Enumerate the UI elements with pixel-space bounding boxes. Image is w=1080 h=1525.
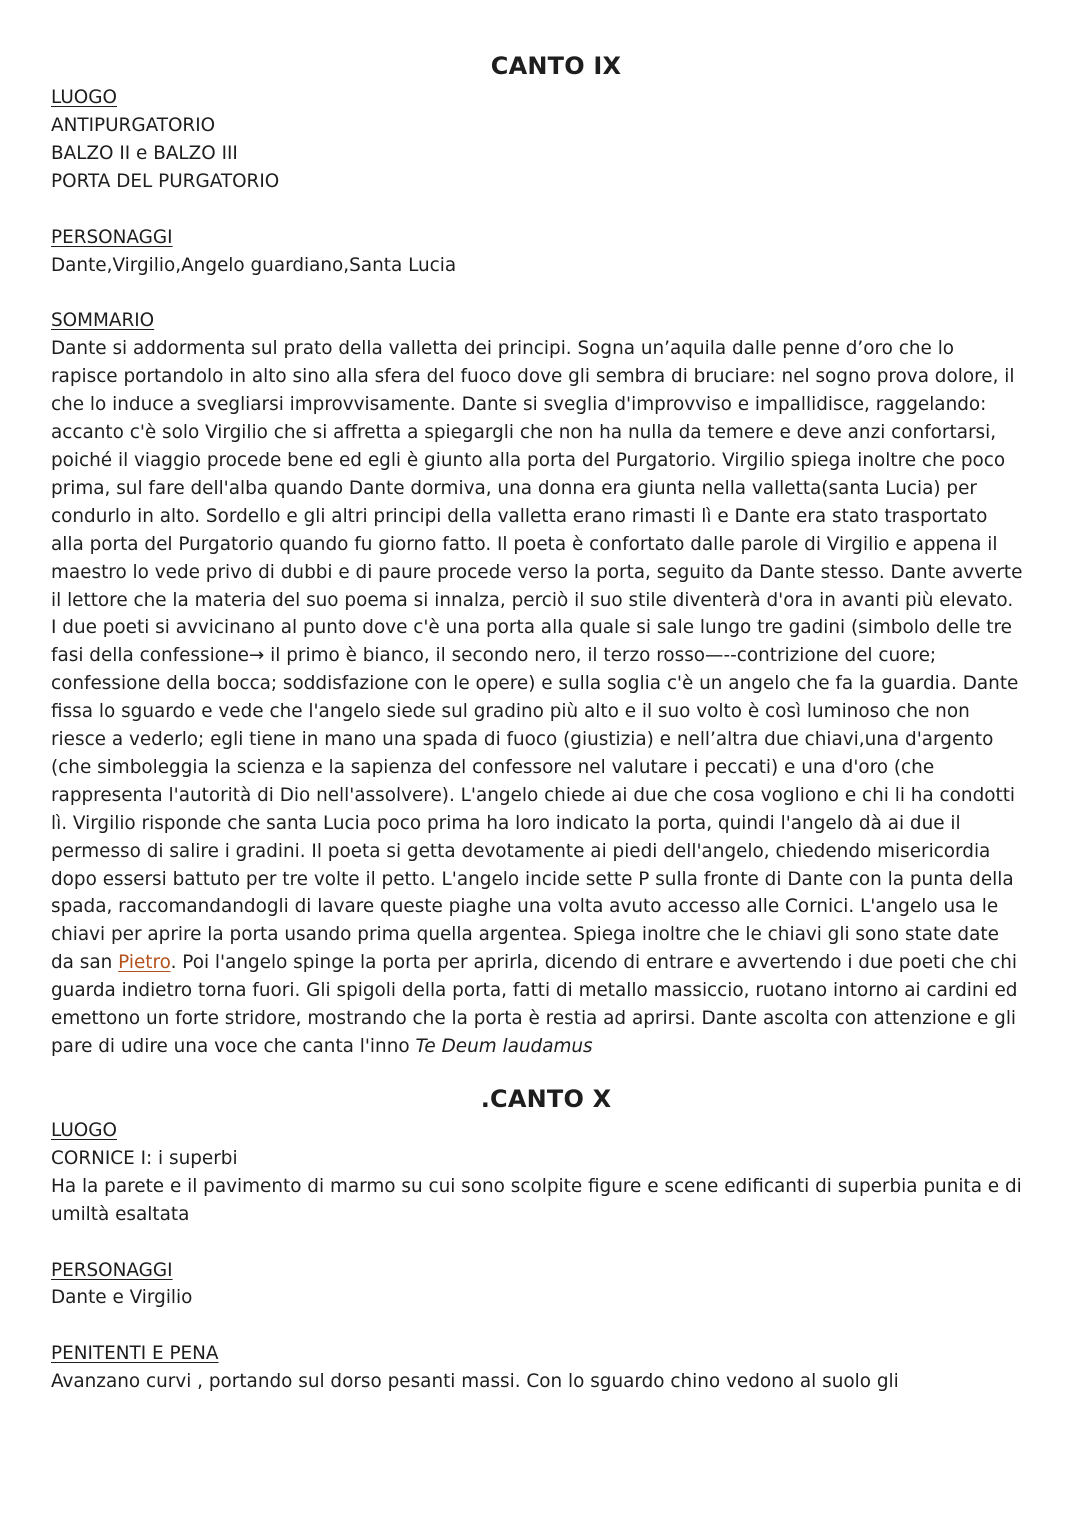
luogo-line: PORTA DEL PURGATORIO bbox=[51, 170, 280, 192]
canto-ix-luogo-section bbox=[51, 84, 1031, 196]
luogo-line: CORNICE I: i superbi bbox=[51, 1147, 238, 1169]
luogo-line: ANTIPURGATORIO bbox=[51, 114, 216, 136]
sommario-text-after: . Poi l'angelo spinge la porta per aprirla, dicendo di entrare e avvertendo i due poeti che chi guarda indietro torna fuori. Gli spigoli della porta, fatti di metallo massiccio, ruotano intorno ai cardini ed emettono un forte stridore, mostrando che la porta è restia ad aprirsi. Dante ascolta con attenzione e gli pare di udire una voce che canta l'inno bbox=[51, 952, 1018, 1057]
personaggi-label: PERSONAGGI bbox=[51, 226, 173, 248]
sommario-text: Dante si addormenta sul prato della valletta dei principi. Sogna un’aquila dalle penne d’oro che lo rapisce portandolo in alto sino alla sfera del fuoco dove gli sembra di bruciare: nel sogno prova dolore, il che lo induce a svegliarsi improvvisamente. Dante si sveglia d'improvviso e impallidisce, raggelando: accanto c'è solo Virgilio che si affretta a spiegargli che non ha nulla da temere e deve anzi confortarsi, poiché il viaggio procede bene ed egli è giunto alla porta del Purgatorio. Virgilio spiega inoltre che poco prima, sul fare dell'alba quando Dante dormiva, una donna era giunta nella valletta(santa Lucia) per condurlo in alto. Sordello e gli altri principi della valletta erano rimasti lì e Dante era stato trasportato alla porta del Purgatorio quando fu giorno fatto. Il poeta è confortato dalle parole di Virgilio e appena il maestro lo vede privo di dubbi e di paure procede verso la porta, seguito da Dante stesso. Dante avverte il lettore che la materia del suo poema si innalza, perciò il suo stile diventerà d'ora in avanti più elevato. I due poeti si avvicinano al punto dove c'è una porta alla quale si sale lungo tre gadini (simbolo delle tre fasi della confessione→ il primo è bianco, il secondo nero, il terzo rosso—--contrizione del cuore; confessione della bocca; soddisfazione con le opere) e sulla soglia c'è un angelo che fa la guardia. Dante fissa lo sguardo e vede che l'angelo siede sul gradino più alto e il suo volto è così luminoso che non riesce a vederlo; egli tiene in mano una spada di fuoco (giustizia) e nell’altra due chiavi,una d'argento (che simboleggia la scienza e la sapienza del confessore nel valutare i peccati) e una d'oro (che rappresenta l'autorità di Dio nell'assolvere). L'angelo chiede ai due che cosa vogliono e chi li ha condotti lì. Virgilio risponde che santa Lucia poco prima ha loro indicato la porta, quindi l'angelo dà ai due il permesso di salire i gradini. Il poeta si getta devotamente ai piedi dell'angelo, chiedendo misericordia dopo essersi battuto per tre volte il petto. L'angelo incide sette P sulla fronte di Dante con la punta della spada, raccomandandogli di lavare queste piaghe una volta avuto accesso alle Cornici. L'angelo usa le chiavi per aprire la porta usando prima quella argentea. Spiega inoltre che le chiavi gli sono state date da san bbox=[51, 338, 1023, 974]
penitenti-label: PENITENTI E PENA bbox=[51, 1343, 219, 1365]
canto-ix-sommario-section bbox=[51, 307, 1031, 1060]
pietro-link[interactable]: Pietro bbox=[118, 952, 171, 974]
te-deum-italic: Te Deum laudamus bbox=[415, 1036, 593, 1057]
canto-ix-personaggi-section bbox=[51, 224, 1031, 280]
canto-x-personaggi-section bbox=[51, 1257, 1031, 1313]
luogo-label: LUOGO bbox=[51, 1119, 117, 1141]
document-page bbox=[51, 50, 1031, 1396]
luogo-description: Ha la parete e il pavimento di marmo su cui sono scolpite figure e scene edificanti di superbia punita e di umiltà esaltata bbox=[51, 1175, 1022, 1225]
luogo-line: BALZO II e BALZO III bbox=[51, 142, 238, 164]
canto-x-penitenti-section bbox=[51, 1340, 1031, 1396]
canto-x-luogo-section bbox=[51, 1117, 1031, 1229]
personaggi-text: Dante,Virgilio,Angelo guardiano,Santa Lucia bbox=[51, 254, 457, 276]
canto-ix-title: CANTO IX bbox=[490, 52, 622, 80]
sommario-label: SOMMARIO bbox=[51, 310, 155, 332]
sommario-paragraph bbox=[51, 335, 1031, 1061]
luogo-label: LUOGO bbox=[51, 87, 117, 108]
canto-x-title: .CANTO X bbox=[480, 1084, 612, 1113]
personaggi-text: Dante e Virgilio bbox=[51, 1287, 193, 1309]
penitenti-text: Avanzano curvi , portando sul dorso pesanti massi. Con lo sguardo chino vedono al suolo gli bbox=[51, 1371, 899, 1393]
personaggi-label: PERSONAGGI bbox=[51, 1259, 173, 1281]
